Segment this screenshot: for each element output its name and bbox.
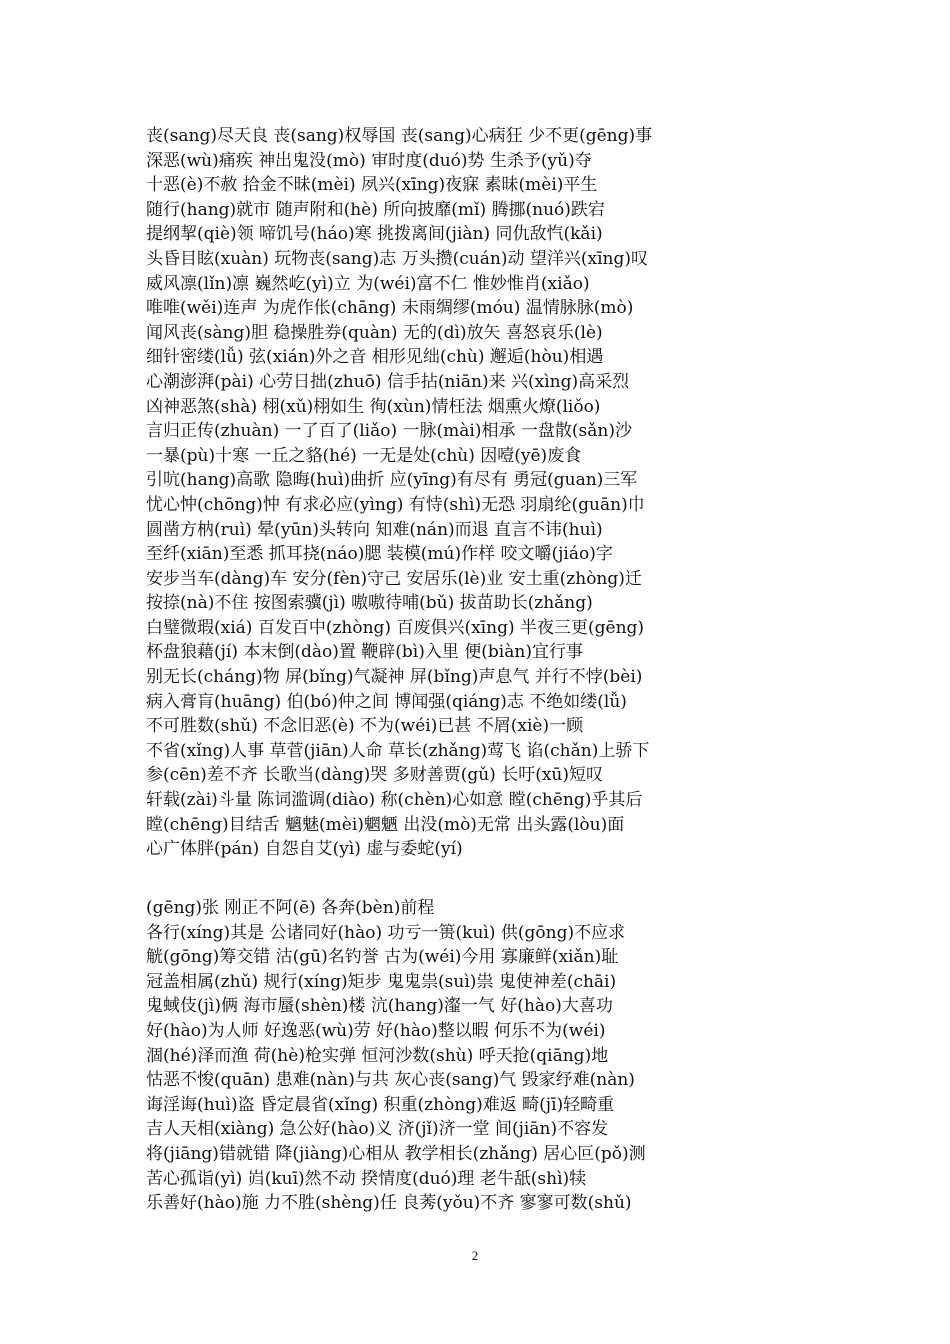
text-line: 凶神恶煞(shà) 栩(xǔ)栩如生 徇(xùn)情枉法 烟熏火燎(liǒo) [146, 396, 601, 417]
text-line: 杯盘狼藉(jí) 本末倒(dào)置 鞭辟(bì)入里 便(biàn)宜行事 [146, 642, 583, 663]
text-line: 言归正传(zhuàn) 一了百了(liǎo) 一脉(mài)相承 一盘散(sǎn)沙 [146, 421, 632, 442]
text-line: 按捺(nà)不住 按图索骥(jì) 嗷嗷待哺(bǔ) 拔苗助长(zhǎng) [146, 593, 593, 614]
text-line: 各行(xíng)其是 公诸同好(hào) 功亏一篑(kuì) 供(gōng)不应求 [146, 922, 626, 943]
idiom-list-paragraph-1 [146, 124, 652, 862]
text-line: 唯唯(wěi)连声 为虎作伥(chāng) 未雨绸缪(móu) 温情脉脉(mò) [146, 298, 634, 319]
text-line: 诲淫诲(huì)盗 昏定晨省(xǐng) 积重(zhòng)难返 畸(jī)轻畸重 [146, 1094, 615, 1115]
idiom-list-paragraph-2 [146, 896, 646, 1216]
text-line: 轩载(zài)斗量 陈词滥调(diào) 称(chèn)心如意 瞠(chēng)乎其后 [146, 790, 643, 811]
text-line: 好(hào)为人师 好逸恶(wù)劳 好(hào)整以暇 何乐不为(wéi) [146, 1020, 606, 1041]
text-line: 威风凛(lǐn)凛 巍然屹(yì)立 为(wéi)富不仁 惟妙惟肖(xiǎo) [146, 273, 590, 294]
text-line: (gēng)张 刚正不阿(ē) 各奔(bèn)前程 [146, 898, 435, 918]
text-line: 涸(hé)泽而渔 荷(hè)枪实弹 恒河沙数(shù) 呼天抢(qiāng)地 [146, 1045, 609, 1066]
text-line: 丧(sang)尽天良 丧(sang)权辱国 丧(sang)心病狂 少不更(gēng)事 [146, 126, 653, 146]
text-line: 苦心孤诣(yì) 岿(kuī)然不动 揆情度(duó)理 老牛舐(shì)犊 [146, 1168, 587, 1189]
text-line: 深恶(wù)痛疾 神出鬼没(mò) 审时度(duó)势 生杀予(yǔ)夺 [146, 150, 592, 171]
page-number: 2 [471, 1248, 479, 1263]
text-line: 忧心忡(chōng)忡 有求必应(yìng) 有恃(shì)无恐 羽扇纶(guān)巾 [146, 494, 645, 515]
text-line: 心潮澎湃(pài) 心劳日拙(zhuō) 信手拈(niān)来 兴(xìng)高采烈 [146, 371, 630, 392]
text-line: 病入膏肓(huāng) 伯(bó)仲之间 博闻强(qiáng)志 不绝如缕(lǚ) [146, 691, 627, 712]
text-line: 至纤(xiān)至悉 抓耳挠(náo)腮 装模(mú)作样 咬文嚼(jiáo)字 [146, 544, 613, 565]
text-line: 不可胜数(shǔ) 不念旧恶(è) 不为(wéi)已甚 不屑(xiè)一顾 [146, 716, 584, 737]
text-line: 引吭(hang)高歌 隐晦(huì)曲折 应(yīng)有尽有 勇冠(guan)三军 [146, 470, 638, 491]
text-line: 吉人天相(xiàng) 急公好(hào)义 济(jǐ)济一堂 间(jiān)不容发 [146, 1119, 609, 1140]
text-line: 随行(hang)就市 随声附和(hè) 所向披靡(mǐ) 腾挪(nuó)跌宕 [146, 199, 605, 220]
text-line: 一暴(pù)十寒 一丘之貉(hé) 一无是处(chù) 因噎(yē)废食 [146, 445, 582, 466]
text-line: 瞠(chēng)目结舌 魑魅(mèi)魍魉 出没(mò)无常 出头露(lòu)面 [146, 814, 625, 835]
text-line: 别无长(cháng)物 屏(bǐng)气凝神 屏(bǐng)声息气 并行不悖(bèi) [146, 667, 643, 688]
text-line: 乐善好(hào)施 力不胜(shèng)任 良莠(yǒu)不齐 寥寥可数(shǔ) [146, 1193, 632, 1214]
text-line: 鬼蜮伎(jì)俩 海市蜃(shèn)楼 沆(hang)瀣一气 好(hào)大喜功 [146, 996, 613, 1017]
text-line: 冠盖相属(zhǔ) 规行(xíng)矩步 鬼鬼祟(suì)祟 鬼使神差(chāi) [146, 971, 617, 992]
text-line: 十恶(è)不赦 拾金不昧(mèi) 夙兴(xīng)夜寐 素昧(mèi)平生 [146, 175, 598, 196]
text-line: 怙恶不悛(quān) 患难(nàn)与共 灰心丧(sang)气 毁家纾难(nàn) [146, 1070, 635, 1091]
text-line: 将(jiāng)错就错 降(jiàng)心相从 教学相长(zhǎng) 居心叵(pǒ)测 [146, 1143, 646, 1164]
text-line: 心广体胖(pán) 自怨自艾(yì) 虚与委蛇(yí) [146, 839, 463, 860]
text-line: 安步当车(dàng)车 安分(fèn)守己 安居乐(lè)业 安土重(zhòng)迁 [146, 568, 642, 589]
text-line: 圆凿方枘(ruì) 晕(yūn)头转向 知难(nán)而退 直言不讳(huì) [146, 519, 603, 540]
text-line: 闻风丧(sàng)胆 稳操胜券(quàn) 无的(dì)放矢 喜怒哀乐(lè) [146, 322, 603, 343]
text-line: 不省(xǐng)人事 草菅(jiān)人命 草长(zhǎng)莺飞 谄(chǎn)上骄下 [146, 740, 650, 761]
text-line: 白璧微瑕(xiá) 百发百中(zhòng) 百废俱兴(xīng) 半夜三更(gēng) [146, 617, 645, 638]
text-line: 提纲挈(qiè)领 啼饥号(háo)寒 挑拨离间(jiàn) 同仇敌忾(kǎi) [146, 224, 603, 245]
text-line: 参(cēn)差不齐 长歌当(dàng)哭 多财善贾(gǔ) 长吁(xū)短叹 [146, 765, 604, 786]
text-line: 觥(gōng)筹交错 沽(gū)名钓誉 古为(wéi)今用 寡廉鲜(xiǎn)耻 [146, 947, 619, 968]
text-line: 细针密缕(lǚ) 弦(xián)外之音 相形见绌(chù) 邂逅(hòu)相遇 [146, 347, 604, 368]
text-line: 头昏目眩(xuàn) 玩物丧(sang)志 万头攒(cuán)动 望洋兴(xīng)叹 [146, 248, 648, 269]
